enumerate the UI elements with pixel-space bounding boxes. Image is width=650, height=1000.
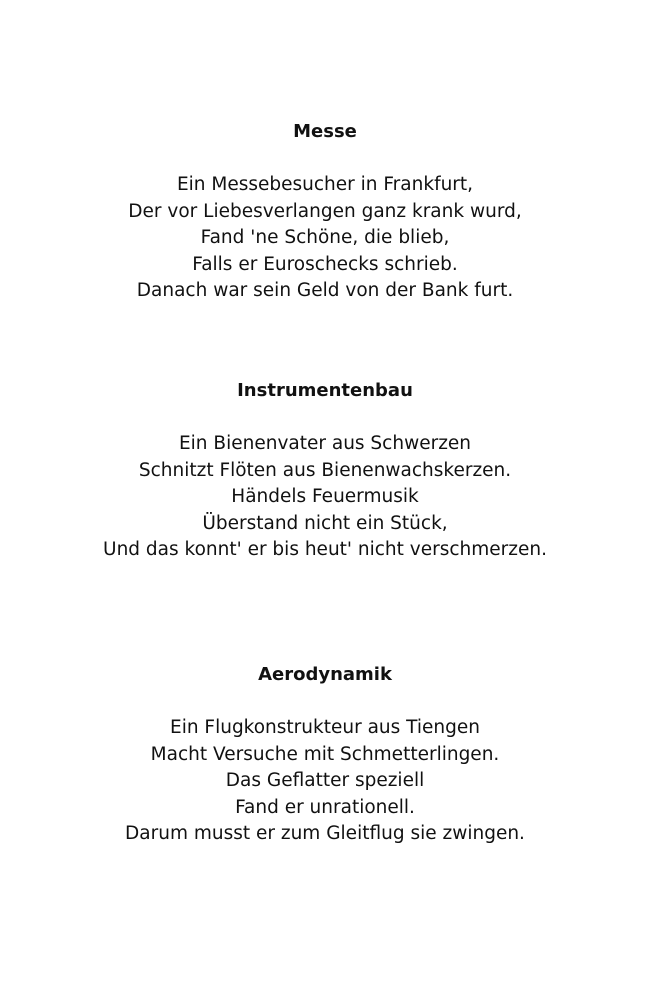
poem-line: Händels Feuermusik <box>231 486 419 507</box>
poem-line: Falls er Euroschecks schrieb. <box>192 253 458 275</box>
poem-line: Fand er unrationell. <box>235 796 415 818</box>
poem-messe <box>0 121 650 305</box>
poem-line: Der vor Liebesverlangen ganz krank wurd, <box>128 200 522 222</box>
poem-aerodynamik <box>0 664 650 848</box>
poem-line: Macht Versuche mit Schmetterlingen. <box>150 743 500 765</box>
poem-line: Ein Flugkonstrukteur aus Tiengen <box>170 717 480 738</box>
poem-line: Überstand nicht ein Stück, <box>202 512 448 534</box>
poem-line: Danach war sein Geld von der Bank furt. <box>136 280 514 301</box>
poem-title: Messe <box>293 121 357 142</box>
poem-body <box>0 715 650 848</box>
poem-body <box>0 172 650 305</box>
poem-line: Ein Bienenvater aus Schwerzen <box>178 433 472 454</box>
poem-line: Das Geflatter speziell <box>225 770 425 791</box>
poem-body <box>0 431 650 564</box>
poem-line: Und das konnt' er bis heut' nicht verschmerzen. <box>103 539 547 560</box>
poem-title: Aerodynamik <box>258 664 392 685</box>
poem-line: Ein Messebesucher in Frankfurt, <box>176 174 474 195</box>
poem-line: Schnitzt Flöten aus Bienenwachskerzen. <box>138 459 512 481</box>
poem-line: Darum musst er zum Gleitflug sie zwingen. <box>125 823 525 844</box>
poem-instrumentenbau <box>0 380 650 564</box>
poem-title: Instrumentenbau <box>237 380 413 401</box>
poem-line: Fand 'ne Schöne, die blieb, <box>200 227 450 248</box>
